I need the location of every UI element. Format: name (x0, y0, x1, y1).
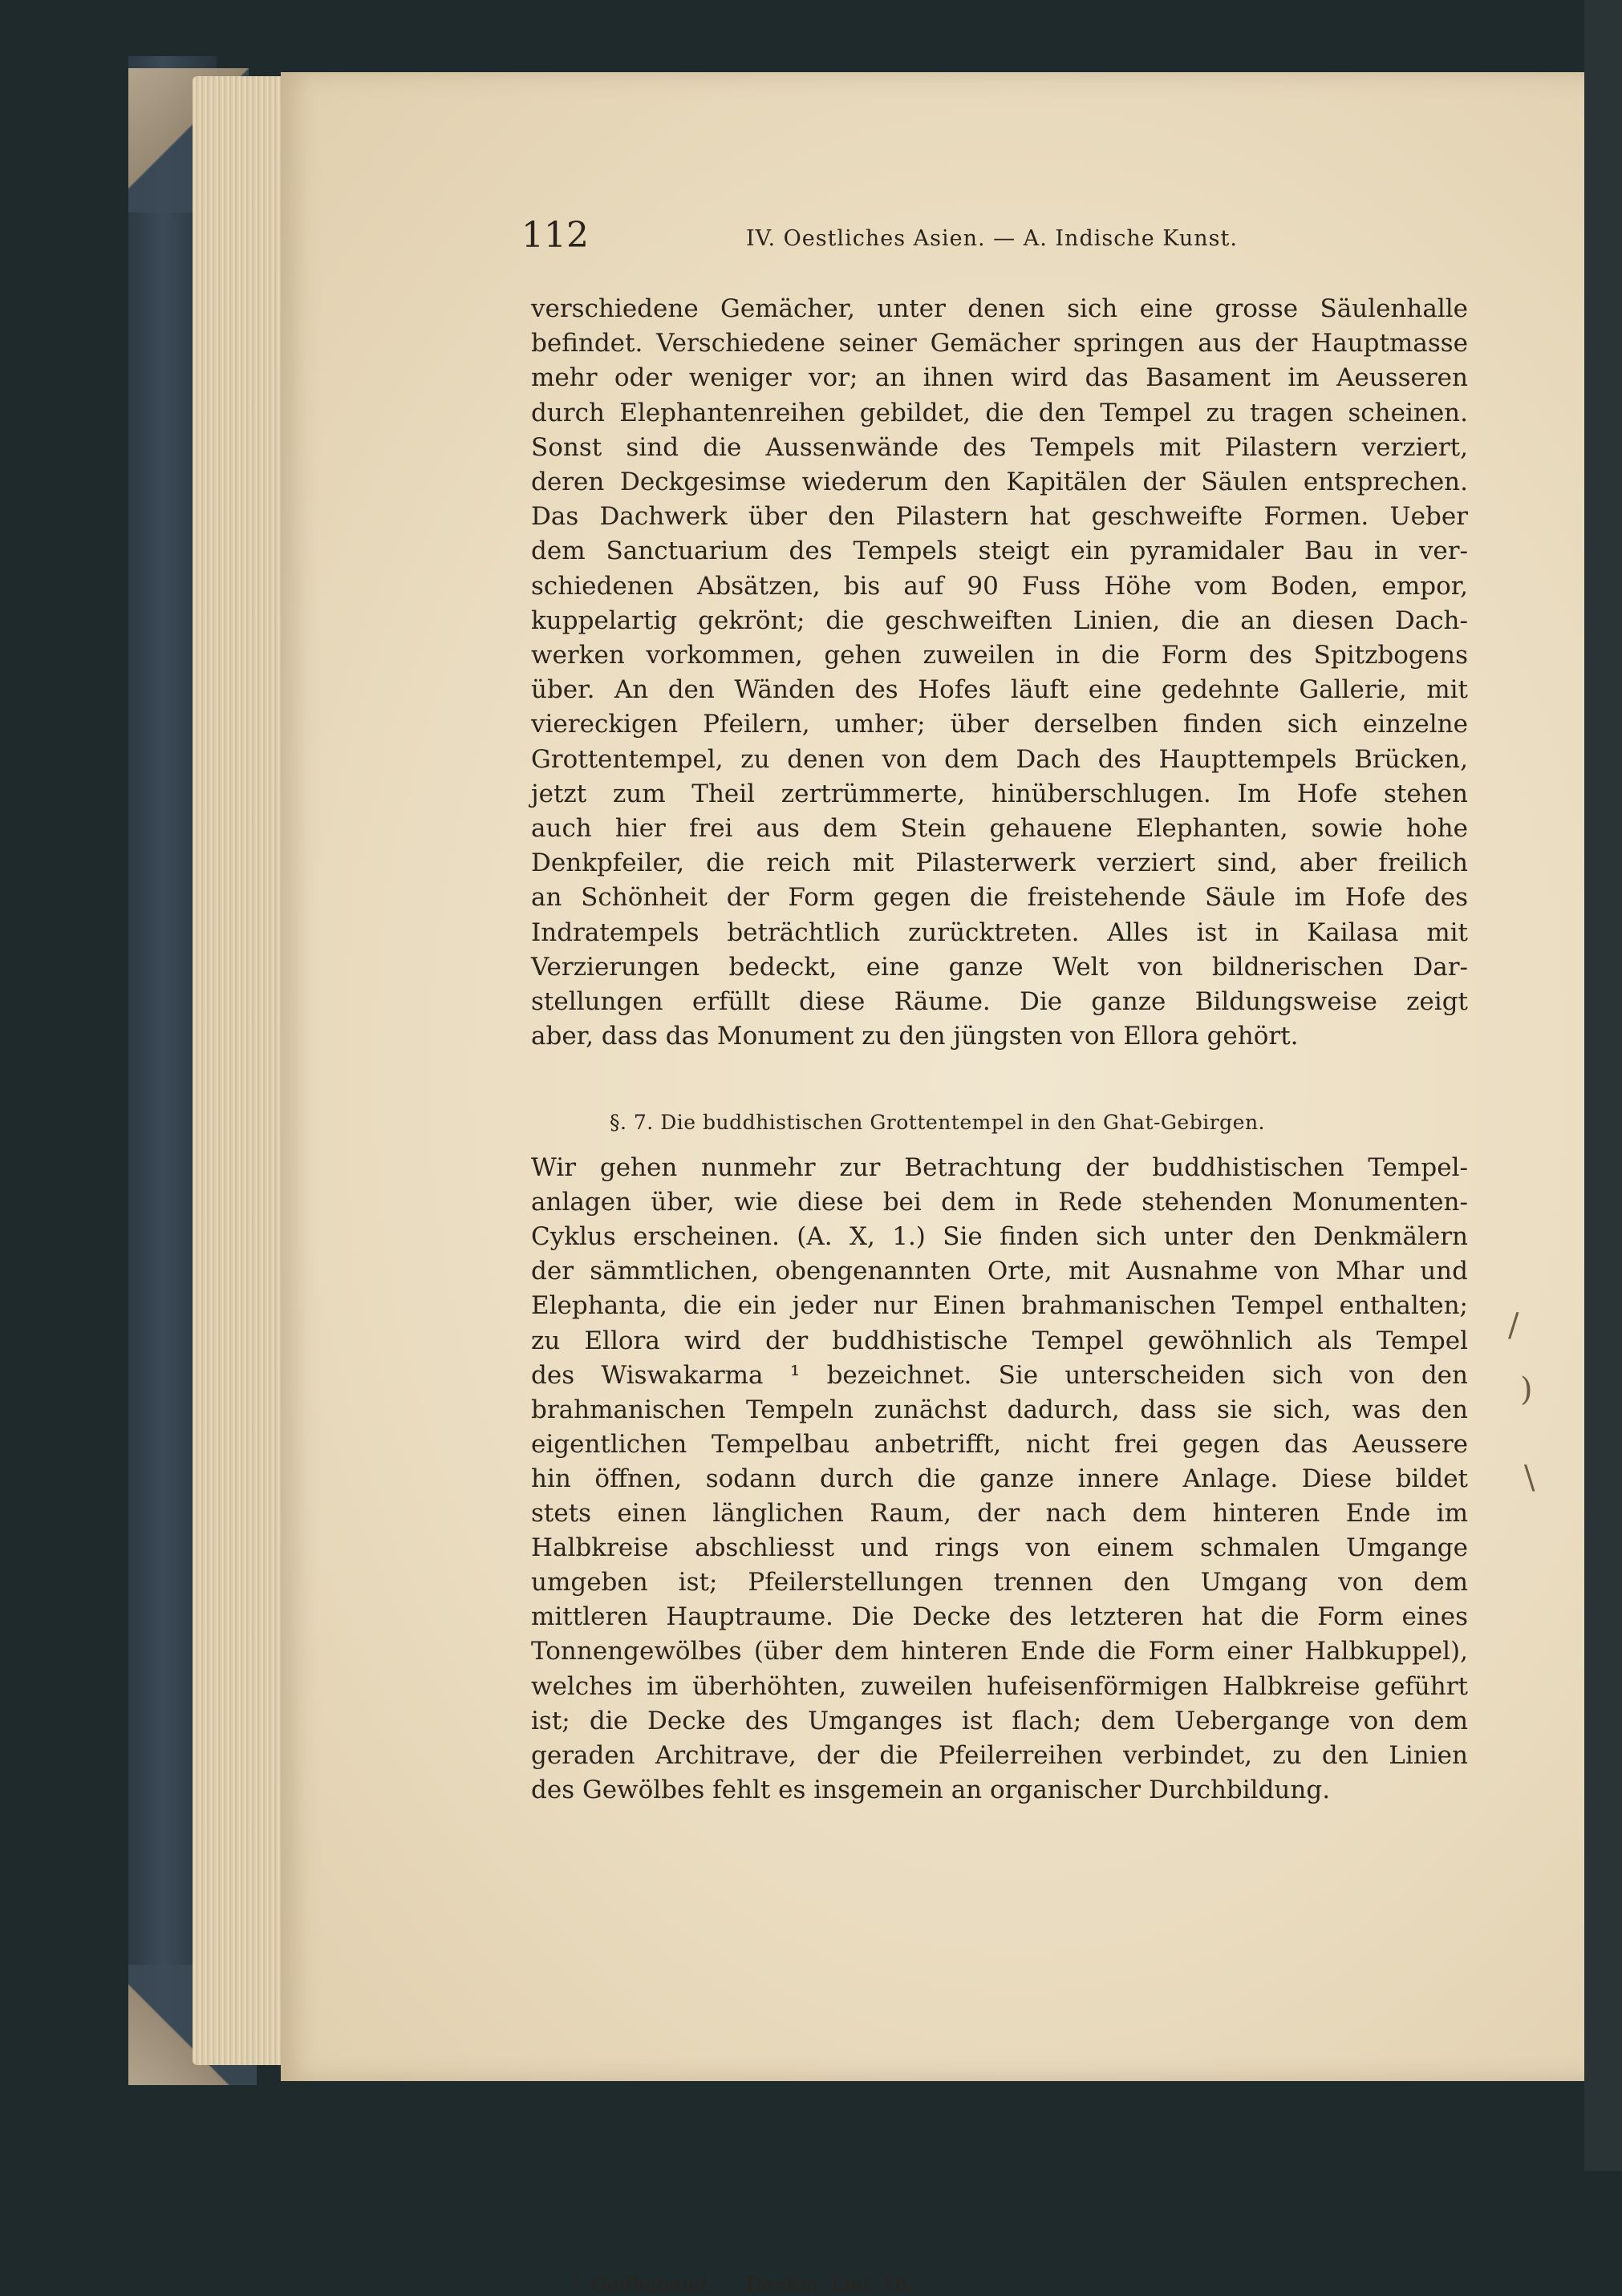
footnote-citation: Denkm. Lief. 18. (746, 2273, 914, 2296)
text-line: schiedenen Absätzen, bis auf 90 Fuss Höhe vom Boden, empor, (531, 571, 1468, 601)
scan-background-right (1584, 0, 1622, 2171)
page-number: 112 (521, 215, 589, 256)
text-line: Grottentempel, zu denen von dem Dach des Haupttempels Brücken, (531, 744, 1468, 774)
text-line: Das Dachwerk über den Pilastern hat geschweifte Formen. Ueber (531, 502, 1468, 532)
text-line: Verzierungen bedeckt, eine ganze Welt von bildnerischen Dar- (531, 952, 1468, 982)
text-line: Indratempels beträchtlich zurücktreten. Alles ist in Kailasa mit (531, 917, 1468, 947)
text-line: Sonst sind die Aussenwände des Tempels mit Pilastern verziert, (531, 432, 1468, 462)
text-line: Halbkreise abschliesst und rings von einem schmalen Umgange (531, 1533, 1468, 1563)
text-line: anlagen über, wie diese bei dem in Rede stehenden Monumenten- (531, 1188, 1468, 1217)
text-line: auch hier frei aus dem Stein gehauene Elephanten, sowie hohe (531, 814, 1468, 843)
text-line: des Gewölbes fehlt es insgemein an organischer Durchbildung. (531, 1775, 1331, 1804)
text-line: werken vorkommen, gehen zuweilen in die Form des Spitzbogens (531, 641, 1468, 670)
text-line: Elephanta, die ein jeder nur Einen brahmanischen Tempel enthalten; (531, 1291, 1468, 1321)
text-line: an Schönheit der Form gegen die freistehende Säule im Hofe des (531, 883, 1468, 913)
text-line: dem Sanctuarium des Tempels steigt ein pyramidaler Bau in ver- (531, 537, 1468, 566)
text-line: der sämmtlichen, obengenannten Orte, mit Ausnahme von Mhar und (531, 1257, 1468, 1286)
margin-mark: ) (1520, 1371, 1533, 1408)
section-heading: §. 7. Die buddhistischen Grottentempel in den Ghat-Gebirgen. (610, 1111, 1265, 1134)
text-line: des Wiswakarma ¹ bezeichnet. Sie unterscheiden sich von den (531, 1360, 1468, 1390)
text-line: umgeben ist; Pfeilerstellungen trennen den Umgang von dem (531, 1568, 1468, 1597)
text-line: brahmanischen Tempeln zunächst dadurch, dass sie sich, was den (531, 1395, 1468, 1424)
text-line: ist; die Decke des Umganges ist flach; dem Uebergange von dem (531, 1706, 1468, 1735)
text-line: mittleren Hauptraume. Die Decke des letzteren hat die Form eines (531, 1602, 1468, 1632)
footnote-marker: 1 (571, 2271, 582, 2290)
text-line: eigentlichen Tempelbau anbetrifft, nicht frei gegen das Aeussere (531, 1429, 1468, 1459)
text-line: welches im überhöhten, zuweilen hufeisenförmigen Halbkreise geführt (531, 1671, 1468, 1701)
text-line: stets einen länglichen Raum, der nach dem hinteren Ende im (531, 1499, 1468, 1528)
text-line: stellungen erfüllt diese Räume. Die ganze Bildungsweise zeigt (531, 987, 1468, 1016)
text-line: aber, dass das Monument zu den jüngsten von Ellora gehört. (531, 1022, 1299, 1051)
margin-mark: / (1508, 1307, 1519, 1344)
text-line: Tonnengewölbes (über dem hinteren Ende die Form einer Halbkuppel), (531, 1637, 1468, 1666)
text-line: über. An den Wänden des Hofes läuft eine gedehnte Gallerie, mit (531, 675, 1468, 705)
text-line: deren Deckgesimse wiederum den Kapitälen der Säulen entsprechen. (531, 468, 1468, 496)
text-line: befindet. Verschiedene seiner Gemächer springen aus der Hauptmasse (531, 329, 1468, 358)
text-line: durch Elephantenreihen gebildet, die den Tempel zu tragen scheinen. (531, 398, 1468, 427)
running-head: IV. Oestliches Asien. — A. Indische Kunst. (746, 226, 1238, 251)
text-line: viereckigen Pfeilern, umher; über derselben finden sich einzelne (531, 710, 1468, 739)
text-line: Denkpfeiler, die reich mit Pilasterwerk verziert sind, aber freilich (531, 848, 1468, 878)
text-line: verschiedene Gemächer, unter denen sich eine grosse Säulenhalle (531, 294, 1468, 323)
text-line: jetzt zum Theil zertrümmerte, hinüberschlugen. Im Hofe stehen (531, 779, 1468, 808)
text-line: hin öffnen, sodann durch die ganze innere Anlage. Diese bildet (531, 1464, 1468, 1493)
text-line: Wir gehen nunmehr zur Betrachtung der buddhistischen Tempel- (531, 1153, 1468, 1182)
text-line: Cyklus erscheinen. (A. X, 1.) Sie finden sich unter den Denkmälern (531, 1222, 1468, 1252)
text-line: kuppelartig gekrönt; die geschweiften Linien, die an diesen Dach- (531, 605, 1468, 635)
text-line: geraden Architrave, der die Pfeilerreihen verbindet, zu den Linien (531, 1740, 1468, 1770)
text-line: mehr oder weniger vor; an ihnen wird das Basament im Aeusseren (531, 363, 1468, 393)
margin-mark: \ (1524, 1460, 1535, 1496)
text-line: zu Ellora wird der buddhistische Tempel gewöhnlich als Tempel (531, 1326, 1468, 1355)
footnote-author: Gailhabaud, (591, 2273, 714, 2296)
